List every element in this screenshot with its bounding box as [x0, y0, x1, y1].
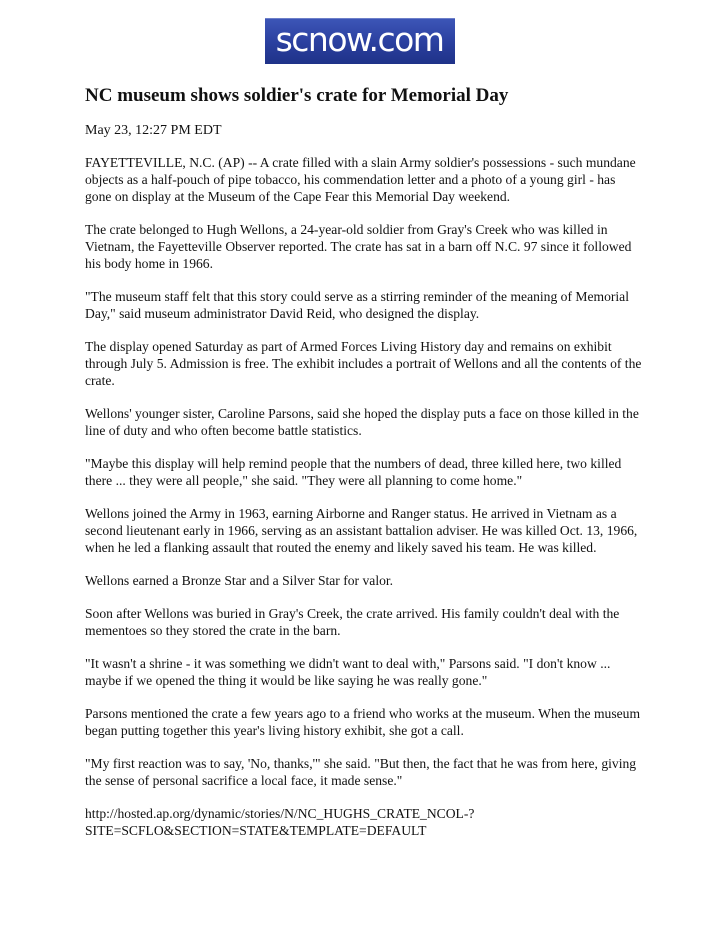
article-paragraph: "It wasn't a shrine - it was something we didn't want to deal with," Parsons said. "I don't know ... maybe if we opened the thing it would be like saying he was really gone." [85, 656, 611, 688]
article-paragraph: Wellons joined the Army in 1963, earning Airborne and Ranger status. He arrived in Vietnam as a second lieutenant early in 1966, serving as an assistant battalion adviser. He was killed Oct. 13, 1966, when he led a flanking assault that routed the enemy and likely saved his team. He was killed. [85, 506, 638, 555]
source-url: http://hosted.ap.org/dynamic/stories/N/NC_HUGHS_CRATE_NCOL-? SITE=SCFLO&SECTION=STATE&TEMPLATE=DEFAULT [85, 806, 475, 838]
header [0, 18, 720, 64]
article-paragraph: Soon after Wellons was buried in Gray's Creek, the crate arrived. His family couldn't deal with the mementoes so they stored the crate in the barn. [85, 606, 620, 638]
article-paragraph: FAYETTEVILLE, N.C. (AP) -- A crate filled with a slain Army soldier's possessions - such mundane objects as a half-pouch of pipe tobacco, his commendation letter and a photo of a young girl - has gone on display at the Museum of the Cape Fear this Memorial Day weekend. [85, 155, 636, 204]
article-paragraph: Wellons' younger sister, Caroline Parsons, said she hoped the display puts a face on those killed in the line of duty and who often become battle statistics. [85, 406, 639, 438]
scnow-logo[interactable] [265, 18, 455, 64]
article-paragraph: The crate belonged to Hugh Wellons, a 24-year-old soldier from Gray's Creek who was killed in Vietnam, the Fayetteville Observer reported. The crate has sat in a barn off N.C. 97 since it followed his body home in 1966. [85, 222, 632, 271]
article-dateline: May 23, 12:27 PM EDT [85, 123, 222, 138]
article-paragraph: Parsons mentioned the crate a few years ago to a friend who works at the museum. When the museum began putting together this year's living history exhibit, she got a call. [85, 706, 641, 738]
article-paragraph: "My first reaction was to say, 'No, thanks,'" she said. "But then, the fact that he was from here, giving the sense of personal sacrifice a local face, it made sense." [85, 756, 637, 788]
article-paragraph: "Maybe this display will help remind people that the numbers of dead, three killed here, two killed there ... they were all people," she said. "They were all planning to come home." [85, 456, 622, 488]
article [85, 84, 645, 839]
article-headline: NC museum shows soldier's crate for Memorial Day [85, 85, 509, 106]
logo-text: scnow.com [275, 20, 444, 59]
article-paragraph: Wellons earned a Bronze Star and a Silver Star for valor. [85, 573, 394, 588]
article-paragraph: The display opened Saturday as part of Armed Forces Living History day and remains on exhibit through July 5. Admission is free. The exhibit includes a portrait of Wellons and all the contents of the crate. [85, 339, 642, 388]
article-paragraph: "The museum staff felt that this story could serve as a stirring reminder of the meaning of Memorial Day," said museum administrator David Reid, who designed the display. [85, 289, 629, 321]
